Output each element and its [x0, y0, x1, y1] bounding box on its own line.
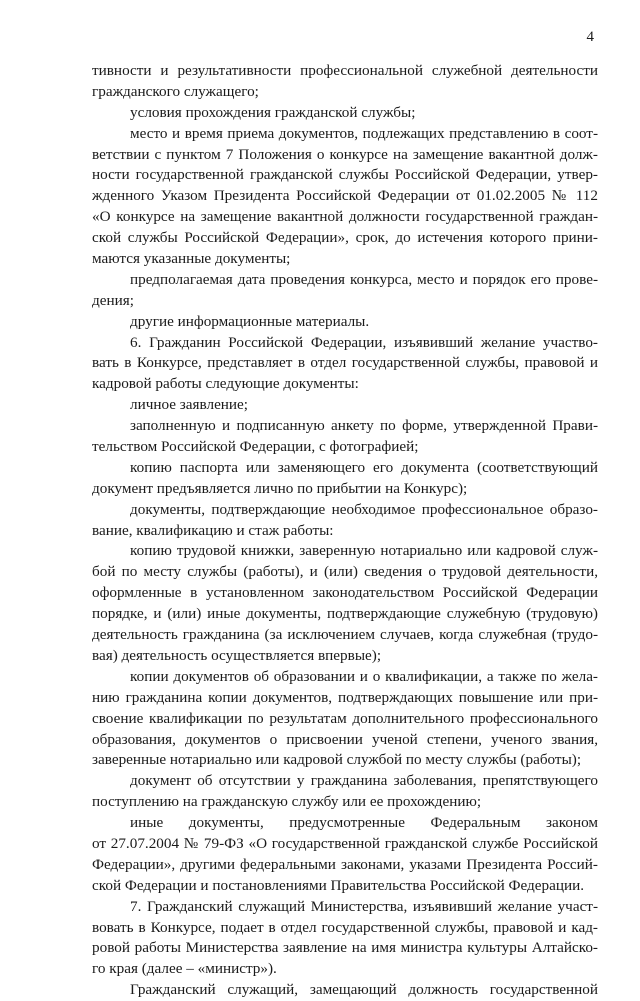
text-line: предполагаемая дата проведения конкурса, место и порядок его прове- [130, 270, 598, 288]
text-line: порядке, и (или) иные документы, подтверждающие служебную (трудовую) [92, 605, 598, 623]
text-line: документ предъявляется лично по прибытии на Конкурс); [92, 479, 468, 497]
text-line: го края (далее – «министр»). [92, 960, 277, 978]
text-line: ской службы Российской Федерации», срок, до истечения которого прини- [92, 229, 598, 247]
text-line: ровой работы Министерства заявление на имя министра культуры Алтайско- [92, 939, 598, 957]
text-line: бой по месту службы (работы), и (или) сведения о трудовой деятельности, [92, 563, 598, 581]
text-line: вать в Конкурсе, представляет в отдел государственной службы, правовой и [92, 354, 598, 372]
text-line: от 27.07.2004 № 79-ФЗ «О государственной гражданской службе Российской [92, 834, 598, 852]
text-line: условия прохождения гражданской службы; [130, 103, 416, 121]
text-line: ветствии с пунктом 7 Положения о конкурсе на замещение вакантной долж- [92, 145, 598, 163]
text-line: вая) деятельность осуществляется впервые); [92, 646, 382, 664]
text-line: маются указанные документы; [92, 250, 291, 268]
text-line: документ об отсутствии у гражданина заболевания, препятствующего [130, 772, 598, 790]
text-line: ности государственной гражданской службы Российской Федерации, утвер- [92, 166, 598, 184]
text-line: личное заявление; [130, 396, 249, 414]
text-line: 6. Гражданин Российской Федерации, изъявивший желание участво- [130, 333, 598, 351]
text-line: тивности и результативности профессиональной служебной деятельности [92, 62, 598, 79]
text-line: копию паспорта или заменяющего его документа (соответствующий [130, 458, 598, 476]
text-line: тельством Российской Федерации, с фотографией; [92, 438, 419, 456]
text-line: место и время приема документов, подлежащих представлению в соот- [130, 124, 598, 142]
document-body [92, 61, 598, 1001]
text-line: вовать в Конкурсе, подает в отдел государственной службы, правовой и кад- [92, 918, 598, 936]
text-line: Гражданский служащий, замещающий должность государственной [130, 981, 598, 999]
page-number: 4 [586, 29, 594, 45]
text-line: другие информационные материалы. [130, 312, 370, 330]
text-line: своение квалификации по результатам дополнительного профессионального [92, 709, 598, 727]
text-line: нию гражданина копии документов, подтверждающих повышение или при- [92, 688, 598, 706]
text-line: вание, квалификацию и стаж работы: [92, 521, 334, 539]
text-line: заверенные нотариально или кадровой службой по месту службы (работы); [92, 751, 582, 769]
text-line: ской Федерации и постановлениями Правительства Российской Федерации. [92, 876, 585, 894]
text-line: дения; [92, 291, 134, 309]
text-line: кадровой работы следующие документы: [92, 375, 359, 393]
text-line: жденного Указом Президента Российской Федерации от 01.02.2005 № 112 [92, 187, 598, 205]
text-line: документы, подтверждающие необходимое профессиональное образо- [130, 500, 598, 518]
text-line: гражданского служащего; [92, 82, 259, 100]
text-line: иные документы, предусмотренные Федеральным законом [130, 814, 598, 832]
text-line: деятельность гражданина (за исключением случаев, когда служебная (трудо- [92, 626, 598, 644]
text-line: копии документов об образовании и о квалификации, а также по жела- [130, 667, 598, 685]
text-line: заполненную и подписанную анкету по форме, утвержденной Прави- [130, 417, 598, 435]
text-line: 7. Гражданский служащий Министерства, изъявивший желание участ- [130, 897, 598, 915]
text-line: «О конкурсе на замещение вакантной должности государственной граждан- [92, 208, 598, 226]
text-line: образования, документов о присвоении ученой степени, ученого звания, [92, 730, 598, 748]
text-line: Федерации», другими федеральными законами, указами Президента Россий- [92, 855, 598, 873]
text-line: поступлению на гражданскую службу или ее прохождению; [92, 793, 482, 811]
text-line: копию трудовой книжки, заверенную нотариально или кадровой служ- [130, 542, 598, 560]
text-line: оформленные в установленном законодательством Российской Федерации [92, 584, 598, 602]
